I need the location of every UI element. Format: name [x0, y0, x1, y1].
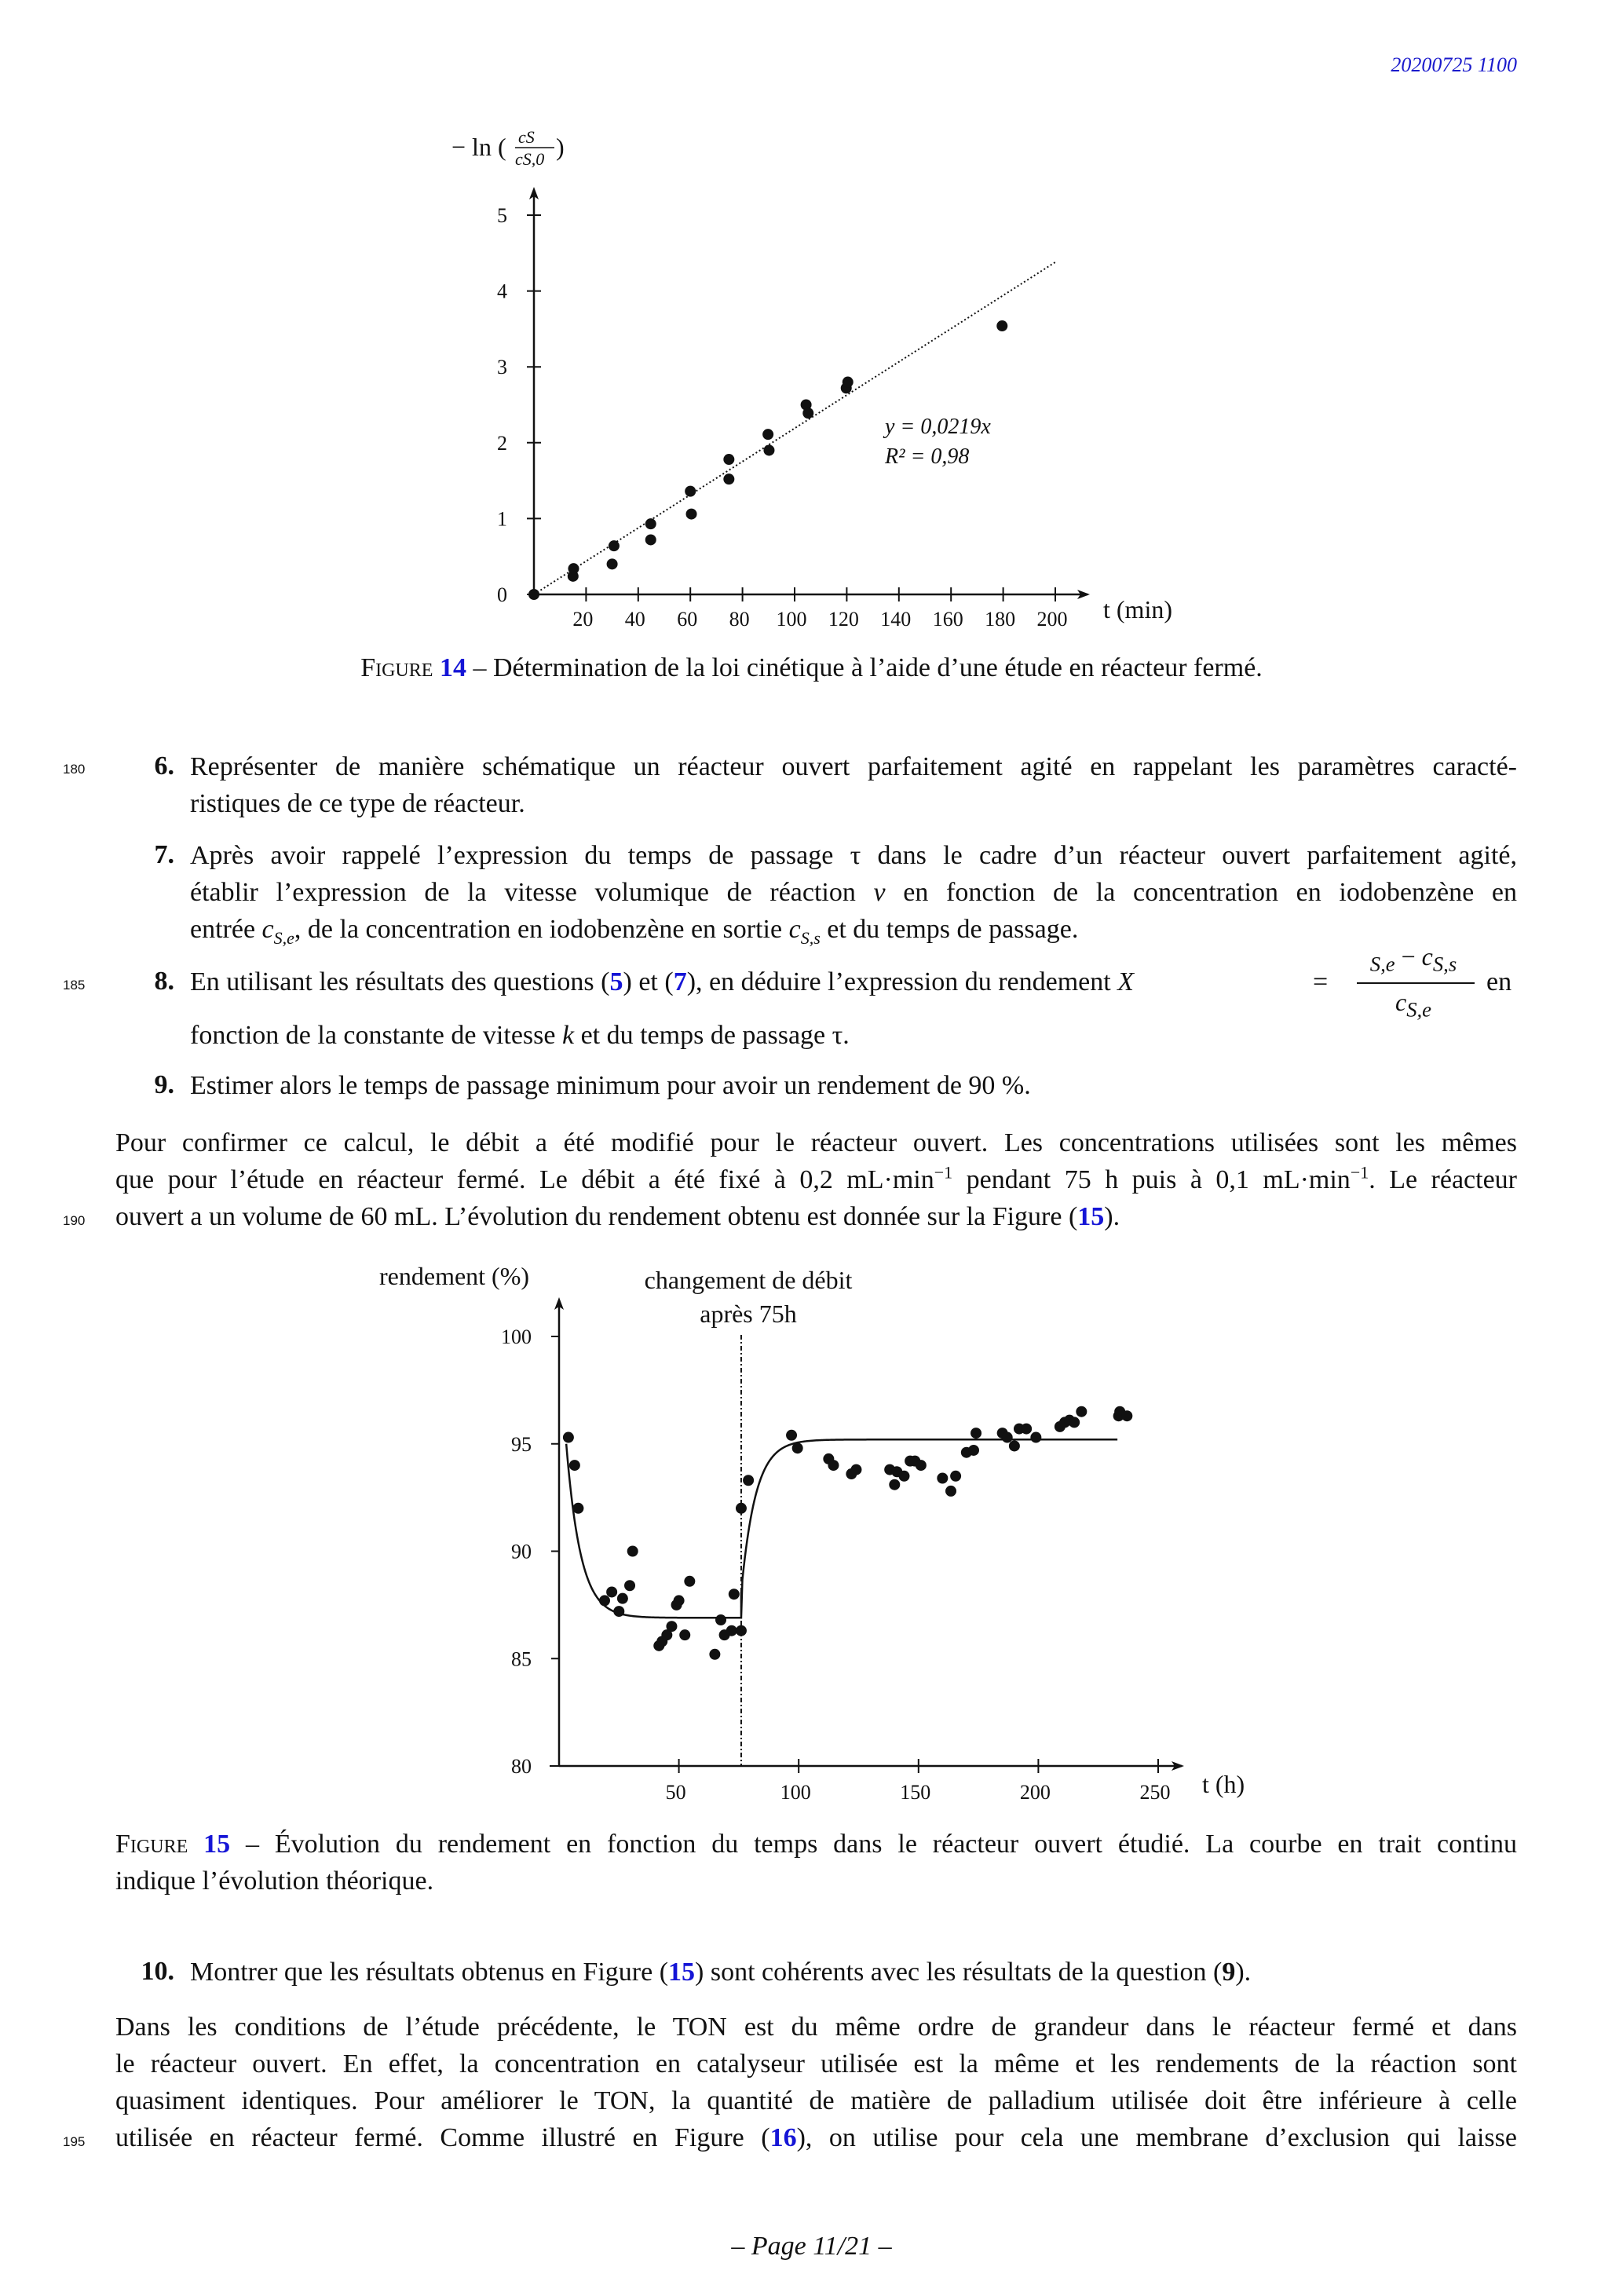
- text: en: [1486, 967, 1512, 996]
- question-number: 10.: [141, 1957, 174, 1986]
- question-number: 8.: [154, 967, 174, 996]
- figure-15-link[interactable]: 15: [668, 1958, 696, 1987]
- data-point: [685, 486, 696, 497]
- data-point: [950, 1471, 961, 1482]
- paragraph-line: [115, 1201, 1120, 1233]
- question-7-line: [190, 877, 1517, 909]
- figure-15-chart: [0, 1241, 1623, 1806]
- x-tick-label: 180: [985, 608, 1016, 631]
- data-point: [1076, 1406, 1087, 1417]
- data-point: [609, 540, 620, 551]
- y-tick-label: 1: [497, 507, 507, 531]
- superscript: −1: [1350, 1162, 1369, 1183]
- x-tick-label: 200: [1019, 1781, 1051, 1804]
- question-8-line: [190, 1020, 850, 1051]
- subscript: S,s: [1432, 952, 1457, 976]
- data-point: [613, 1606, 624, 1617]
- data-point: [916, 1460, 927, 1471]
- data-point: [715, 1614, 726, 1625]
- data-point: [736, 1625, 747, 1636]
- data-point: [850, 1464, 861, 1475]
- data-point: [786, 1430, 797, 1441]
- subscript: S,e: [1406, 997, 1432, 1022]
- text: ).: [1235, 1958, 1252, 1987]
- data-point: [607, 558, 618, 569]
- symbol: c: [1395, 988, 1407, 1016]
- paragraph-line: Pour confirmer ce calcul, le débit a été modifié pour le réacteur ouvert. Les concentrations utilisées sont les mêmes: [115, 1128, 1517, 1157]
- data-point: [568, 563, 579, 574]
- x-tick-label: 120: [828, 608, 859, 631]
- data-point: [802, 408, 813, 419]
- y-tick-label: 80: [511, 1755, 532, 1778]
- paragraph-line: [115, 2122, 1517, 2154]
- data-point: [627, 1546, 638, 1557]
- y-axis-label-prefix: − ln (: [451, 133, 506, 161]
- paragraph-line: le réacteur ouvert. En effet, la concentration en catalyseur utilisée est la même et les rendements de la réaction sont: [115, 2049, 1517, 2078]
- data-point: [937, 1473, 948, 1484]
- data-point: [1021, 1424, 1032, 1435]
- x-tick-label: 150: [900, 1781, 931, 1804]
- theory-curve: [566, 1439, 1117, 1618]
- y-tick-label: 0: [497, 583, 507, 606]
- y-tick-label: 2: [497, 431, 507, 455]
- ref-question-7[interactable]: 7: [673, 967, 687, 996]
- x-tick-label: 20: [572, 608, 594, 631]
- line-number: 185: [63, 978, 86, 993]
- var-css: [788, 915, 821, 948]
- text: ) sont cohérents avec les résultats de la question (: [695, 1958, 1223, 1987]
- x-tick-label: 160: [932, 608, 963, 631]
- text: Montrer que les résultats obtenus en Figure (: [190, 1958, 669, 1987]
- line-number: 180: [63, 762, 86, 777]
- question-10-line: [190, 1957, 1251, 1988]
- question-7-line: Après avoir rappelé l’expression du temps de passage τ dans le cadre d’un réacteur ouvert parfaitement agité,: [190, 841, 1517, 870]
- figure-14-link[interactable]: 14: [439, 653, 466, 682]
- question-8-line: [190, 967, 1134, 998]
- data-point: [528, 589, 539, 600]
- minus: −: [1395, 942, 1422, 971]
- data-point: [666, 1621, 677, 1632]
- x-tick-label: 100: [776, 608, 807, 631]
- text: utilisée en réacteur fermé. Comme illustré en Figure (: [115, 2123, 770, 2152]
- var-X: X: [1117, 967, 1135, 996]
- x-axis-label: t (min): [1103, 595, 1172, 623]
- question-number: 6.: [154, 751, 174, 781]
- text: ).: [1104, 1202, 1120, 1231]
- text: , de la concentration en iodobenzène en sortie: [294, 915, 789, 944]
- fraction-numerator: [1351, 942, 1476, 976]
- y-tick-label: 4: [497, 280, 507, 303]
- text: et du temps de passage τ.: [574, 1021, 850, 1050]
- symbol: c: [261, 915, 274, 944]
- y-tick-label: 3: [497, 356, 507, 379]
- ref-question-9[interactable]: 9: [1222, 1958, 1236, 1987]
- caption-label: Figure: [115, 1830, 188, 1859]
- text: entrée: [190, 915, 262, 944]
- fraction-bar: [1357, 982, 1475, 984]
- text: En utilisant les résultats des questions (: [190, 967, 610, 996]
- x-tick-label: 40: [624, 608, 645, 631]
- figure-14-caption: [0, 653, 1623, 683]
- x-tick-label: 80: [729, 608, 750, 631]
- data-point: [1002, 1432, 1013, 1443]
- data-point: [968, 1445, 979, 1456]
- data-point: [971, 1428, 981, 1439]
- superscript: −1: [934, 1162, 953, 1183]
- data-point: [617, 1593, 628, 1604]
- subscript: S,e: [1369, 952, 1395, 976]
- data-point: [723, 473, 734, 484]
- text: fonction de la constante de vitesse: [190, 1021, 562, 1050]
- annotation-after-75h: après 75h: [700, 1300, 797, 1328]
- y-tick-label: 95: [511, 1432, 532, 1456]
- data-point: [996, 320, 1007, 331]
- data-point: [1121, 1410, 1132, 1421]
- text: pendant 75 h puis à 0,1 mL·min: [952, 1165, 1351, 1194]
- paragraph-line: Dans les conditions de l’étude précédente, le TON est du même ordre de grandeur dans le réacteur fermé et dans: [115, 2013, 1517, 2042]
- ref-question-5[interactable]: 5: [609, 967, 623, 996]
- x-tick-label: 200: [1036, 608, 1068, 631]
- var-cse: [261, 915, 294, 948]
- x-axis-label: t (h): [1202, 1770, 1245, 1798]
- var-k: k: [561, 1021, 575, 1050]
- data-point: [1030, 1432, 1041, 1443]
- caption-label: Figure: [360, 653, 433, 682]
- var-v: v: [873, 878, 886, 907]
- caption-text: – Évolution du rendement en fonction du temps dans le réacteur ouvert étudié. La courbe en trait continu: [230, 1830, 1517, 1859]
- data-point: [762, 429, 773, 440]
- x-tick-label: 140: [880, 608, 912, 631]
- text: ) et (: [623, 967, 674, 996]
- question-number: 7.: [154, 840, 174, 869]
- question-6-line: ristiques de ce type de réacteur.: [190, 789, 525, 818]
- data-point: [945, 1486, 956, 1497]
- y-tick-label: 90: [511, 1540, 532, 1563]
- fraction-denominator: [1351, 988, 1476, 1022]
- figure-15-caption: indique l’évolution théorique.: [115, 1866, 434, 1896]
- data-point: [1009, 1440, 1020, 1451]
- y-axis-label-num: cS: [518, 127, 535, 147]
- text: en fonction de la concentration en iodobenzène en: [885, 878, 1517, 907]
- question-number: 9.: [154, 1070, 174, 1099]
- y-axis-label-den: cS,0: [515, 149, 545, 169]
- data-point: [569, 1460, 580, 1471]
- text: et du temps de passage.: [820, 915, 1079, 944]
- data-point: [709, 1649, 720, 1660]
- data-point: [828, 1460, 839, 1471]
- subscript: S,e: [273, 927, 294, 948]
- figure-15-link[interactable]: 15: [1077, 1202, 1105, 1231]
- symbol: c: [1421, 942, 1433, 971]
- x-tick-label: 100: [780, 1781, 811, 1804]
- text: établir l’expression de la vitesse volumique de réaction: [190, 878, 874, 907]
- subscript: S,s: [800, 927, 821, 948]
- data-point: [645, 534, 656, 545]
- annotation-flow-change: changement de débit: [644, 1266, 853, 1294]
- data-point: [684, 1576, 695, 1587]
- y-tick-label: 100: [501, 1325, 532, 1348]
- document-stamp: 20200725 1100: [1391, 53, 1517, 76]
- question-9-line: Estimer alors le temps de passage minimum pour avoir un rendement de 90 %.: [190, 1071, 1031, 1100]
- data-point: [889, 1479, 900, 1490]
- data-point: [563, 1432, 574, 1443]
- data-point: [606, 1586, 617, 1597]
- paragraph-line: quasiment identiques. Pour améliorer le TON, la quantité de matière de palladium utilisée doit être inférieure à celle: [115, 2086, 1517, 2115]
- data-point: [763, 444, 774, 455]
- data-point: [572, 1503, 583, 1514]
- data-point: [792, 1442, 803, 1453]
- data-point: [624, 1580, 635, 1591]
- data-point: [726, 1625, 737, 1636]
- data-point: [1069, 1417, 1080, 1428]
- question-7-line: [190, 914, 1078, 954]
- x-tick-label: 250: [1139, 1781, 1171, 1804]
- text: ouvert a un volume de 60 mL. L’évolution du rendement obtenu est donnée sur la Figure (: [115, 1202, 1078, 1231]
- line-number: 190: [63, 1213, 86, 1228]
- data-point: [743, 1475, 754, 1486]
- fit-r-squared: R² = 0,98: [885, 444, 970, 469]
- data-point: [679, 1629, 690, 1640]
- text: que pour l’étude en réacteur fermé. Le débit a été fixé à 0,2 mL·min: [115, 1165, 934, 1194]
- question-6-line: Représenter de manière schématique un réacteur ouvert parfaitement agité en rappelant les paramètres caracté-: [190, 752, 1517, 781]
- figure-14-chart: [0, 0, 1623, 652]
- figure-15-caption: [115, 1829, 1517, 1860]
- text: . Le réacteur: [1369, 1165, 1517, 1194]
- page-number: – Page 11/21 –: [731, 2232, 892, 2261]
- caption-text: – Détermination de la loi cinétique à l’aide d’une étude en réacteur fermé.: [466, 653, 1263, 682]
- paragraph-line: [115, 1164, 1517, 1196]
- text: ), on utilise pour cela une membrane d’exclusion qui laisse: [796, 2123, 1517, 2152]
- figure-15-link[interactable]: 15: [203, 1830, 231, 1859]
- text: ), en déduire l’expression du rendement: [686, 967, 1118, 996]
- symbol: c: [788, 915, 801, 944]
- line-number: 195: [63, 2134, 86, 2149]
- y-axis-label-suffix: ): [556, 133, 565, 161]
- y-tick-label: 5: [497, 204, 507, 227]
- data-point: [686, 509, 697, 520]
- data-point: [736, 1503, 747, 1514]
- figure-16-link[interactable]: 16: [769, 2123, 797, 2152]
- data-point: [723, 454, 734, 465]
- data-point: [674, 1595, 685, 1606]
- y-axis-label: rendement (%): [379, 1262, 530, 1290]
- x-tick-label: 50: [665, 1781, 686, 1804]
- data-point: [729, 1589, 740, 1600]
- equals-sign: =: [1313, 967, 1329, 996]
- data-point: [843, 377, 854, 388]
- fit-equation: y = 0,0219x: [885, 415, 991, 439]
- data-point: [645, 518, 656, 529]
- y-tick-label: 85: [511, 1647, 532, 1671]
- x-tick-label: 60: [677, 608, 698, 631]
- data-point: [599, 1595, 610, 1606]
- data-point: [898, 1471, 909, 1482]
